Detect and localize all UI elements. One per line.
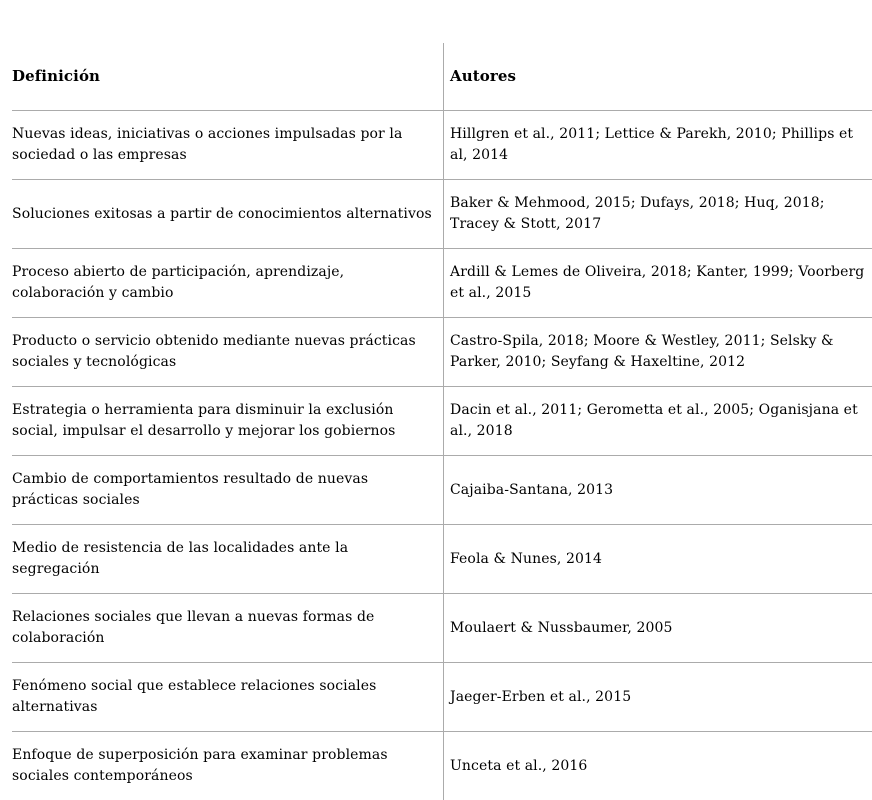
table-row bbox=[12, 180, 872, 249]
definition-cell: Enfoque de superposición para examinar problemas sociales contemporáneos bbox=[12, 747, 388, 784]
definition-cell: Nuevas ideas, iniciativas o acciones impulsadas por la sociedad o las empresas bbox=[12, 126, 403, 163]
table-row bbox=[12, 663, 872, 732]
definition-cell: Proceso abierto de participación, aprendizaje, colaboración y cambio bbox=[12, 264, 345, 301]
definition-cell: Cambio de comportamientos resultado de nuevas prácticas sociales bbox=[12, 471, 369, 508]
table-row bbox=[12, 525, 872, 594]
table-row bbox=[12, 456, 872, 525]
table-row bbox=[12, 594, 872, 663]
table-row bbox=[12, 249, 872, 318]
table-body bbox=[12, 111, 872, 800]
definition-cell: Estrategia o herramienta para disminuir la exclusión social, impulsar el desarrollo y mejorar los gobiernos bbox=[12, 402, 396, 439]
autores-cell: Jaeger-Erben et al., 2015 bbox=[443, 663, 872, 731]
autores-cell: Feola & Nunes, 2014 bbox=[443, 525, 872, 593]
table-row bbox=[12, 111, 872, 180]
column-header-autores: Autores bbox=[443, 43, 872, 110]
autores-cell: Ardill & Lemes de Oliveira, 2018; Kanter, 1999; Voorberg et al., 2015 bbox=[443, 249, 872, 317]
table-row bbox=[12, 318, 872, 387]
autores-cell: Baker & Mehmood, 2015; Dufays, 2018; Huq, 2018; Tracey & Stott, 2017 bbox=[443, 180, 872, 248]
table-header-row bbox=[12, 43, 872, 111]
definition-cell: Fenómeno social que establece relaciones sociales alternativas bbox=[12, 678, 377, 715]
table-row bbox=[12, 732, 872, 800]
definition-cell: Relaciones sociales que llevan a nuevas formas de colaboración bbox=[12, 609, 375, 646]
autores-cell: Unceta et al., 2016 bbox=[443, 732, 872, 800]
column-header-definicion: Definición bbox=[12, 67, 101, 85]
definitions-table bbox=[12, 43, 872, 800]
definition-cell: Medio de resistencia de las localidades ante la segregación bbox=[12, 540, 349, 577]
autores-cell: Cajaiba-Santana, 2013 bbox=[443, 456, 872, 524]
autores-cell: Hillgren et al., 2011; Lettice & Parekh, 2010; Phillips et al, 2014 bbox=[443, 111, 872, 179]
autores-cell: Dacin et al., 2011; Gerometta et al., 2005; Oganisjana et al., 2018 bbox=[443, 387, 872, 455]
definition-cell: Producto o servicio obtenido mediante nuevas prácticas sociales y tecnológicas bbox=[12, 333, 416, 370]
autores-cell: Moulaert & Nussbaumer, 2005 bbox=[443, 594, 872, 662]
definition-cell: Soluciones exitosas a partir de conocimientos alternativos bbox=[12, 205, 432, 222]
table-row bbox=[12, 387, 872, 456]
autores-cell: Castro-Spila, 2018; Moore & Westley, 2011; Selsky & Parker, 2010; Seyfang & Haxeltine, 2012 bbox=[443, 318, 872, 386]
